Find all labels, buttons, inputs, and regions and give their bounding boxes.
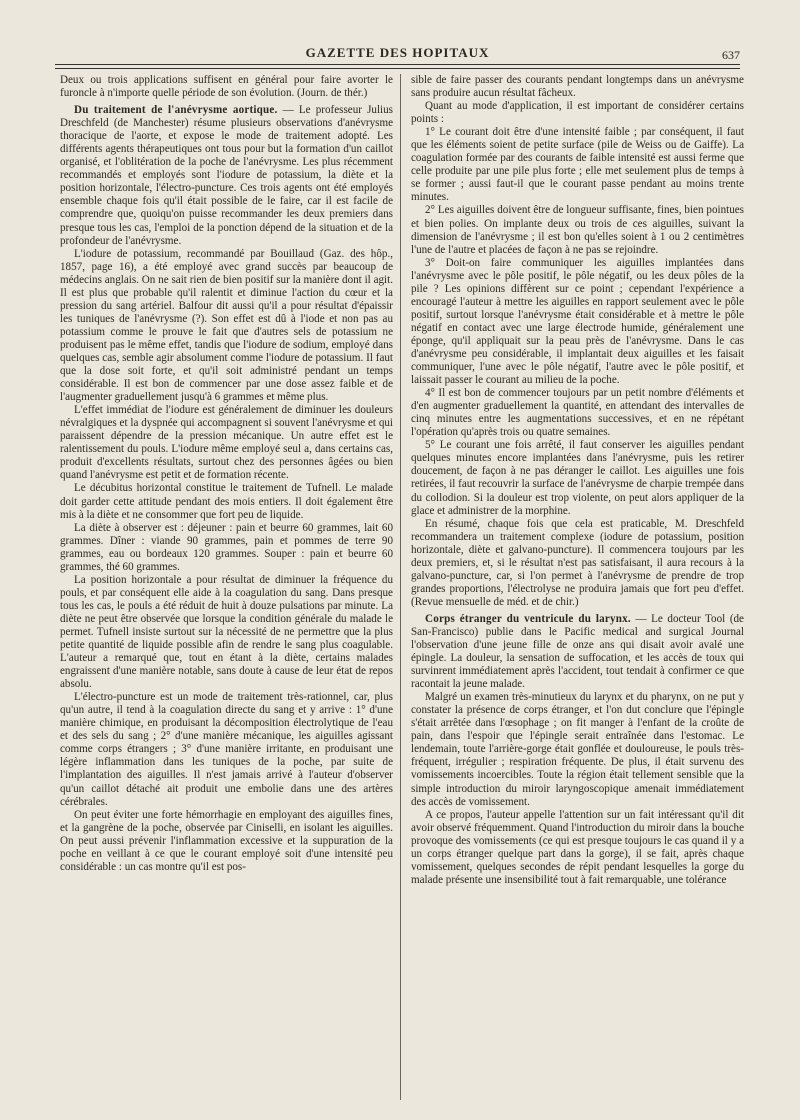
header-rule-bottom — [55, 68, 740, 69]
right-column — [411, 74, 744, 887]
section-text-aneurysm: — Le professeur Julius Dreschfeld (de Manchester) résume plusieurs observations d'anévrysme thoracique de l'aorte, et expose le mode de traitement adopté. Les différents agents thérapeutiques ont tous pour but la formation d'un caillot organisé, et l'oblitération de la poche de l'anévrysme. Les plus récemment recommandés et employés sont l'iodure de potassium, la diète et la position horizontale, l'électro-puncture. Ces trois agents ont été employés ensemble chaque fois qu'il était possible de le faire, car il est facile de comprendre que, quoiqu'on puisse recommander les deux premiers dans presque tous les cas, l'emploi de la ponction dépend de la situation et de la profondeur de l'anévrysme. — [60, 104, 393, 247]
paragraph-iodure-effect: L'effet immédiat de l'iodure est généralement de diminuer les douleurs névralgiques et la dyspnée qui accompagnent si souvent l'anévrysme et qui paraissent dépendre de la pression mécanique. Un autre effet est le ralentissement du pouls. L'iodure même employé seul a, dans certains cas, produit d'excellents résultats, surtout chez des personnes âgées ou bien quand l'anévrysme est petit et de formation récente. — [60, 404, 393, 482]
paragraph-iodure: L'iodure de potassium, recommandé par Bouillaud (Gaz. des hôp., 1857, page 16), a été employé avec grand succès par beaucoup de médecins anglais. On ne sait rien de bien positif sur la manière dont il agit. Il est plus que probable qu'il ralentit et diminue l'action du cœur et la pression du sang artériel. Balfour dit aussi qu'il a pour résultat d'épaissir les tuniques de l'anévrysme (?). Son effet est dû à l'iode et non pas au potassium comme le prouve le fait que d'autres sels de potassium ne produisent pas le même effet, tandis que l'iodure de sodium, employé dans quelques cas, semble agir absolument comme l'iodure de potassium. Il faut que la dose soit forte, et qu'il soit administré pendant un temps considérable. Il est bon de commencer par une dose assez faible et de l'augmenter graduellement jusqu'à 6 grammes et même plus. — [60, 247, 393, 404]
header-rule-top — [55, 64, 740, 65]
section-text-larynx: — Le docteur Tool (de San-Francisco) publie dans le Pacific medical and surgical Journal l'observation d'une jeune fille de onze ans qui disait avoir avalé une épingle. La douleur, la sensation de suffocation, et les accès de toux qui survinrent immédiatement après l'accident, tout tendait à confirmer ce que racontait la jeune malade. — [411, 612, 744, 691]
section-title-aneurysm: Du traitement de l'anévrysme aortique. — [74, 104, 278, 117]
paragraph-decubitus: Le décubitus horizontal constitue le traitement de Tufnell. Le malade doit garder cette attitude pendant des mois entiers. Il doit également être mis à la diète et ne consommer que fort peu de liquide. — [60, 482, 393, 521]
paragraph-continuation: sible de faire passer des courants pendant longtemps dans un anévrysme sans produire aucun résultat fâcheux. — [411, 74, 744, 100]
paragraph-point-2: 2° Les aiguilles doivent être de longueur suffisante, fines, bien pointues et bien polies. On implante deux ou trois de ces aiguilles, suivant la dimension de l'anévrysme ; il est bon qu'elles soient à 1 ou 2 centimètres l'une de l'autre et placées de façon à ne pas se rejoindre. — [411, 204, 744, 256]
paragraph-application: Quant au mode d'application, il est important de considérer certains points : — [411, 100, 744, 126]
paragraph-point-4: 4° Il est bon de commencer toujours par un petit nombre d'éléments et d'en augmenter graduellement la quantité, en attendant des intervalles de cinq minutes entre les augmentations successives, et en ne répétant l'opération qu'après trois ou quatre semaines. — [411, 387, 744, 439]
paragraph-point-3: 3° Doit-on faire communiquer les aiguilles implantées dans l'anévrysme avec le pôle positif, le pôle négatif, ou les deux pôles de la pile ? Les opinions diffèrent sur ce point ; cependant l'expérience a encouragé l'auteur à mettre les aiguilles en rapport seulement avec le pôle positif, surtout lorsque l'anévrysme était considérable et à mettre le pôle négatif en contact avec une large électrode humide, généralement une éponge, qu'il appliquait sur la peau près de l'anévrysme. Dans le cas d'anévrysme peu considérable, il implantait deux aiguilles et les faisait communiquer, l'une avec le pôle négatif, l'autre avec le pôle positif, et laissait passer le courant au milieu de la poche. — [411, 256, 744, 387]
paragraph-examination: Malgré un examen très-minutieux du larynx et du pharynx, on ne put y constater la présence de corps étranger, et l'on dut conclure que l'épingle s'était arrêtée dans l'œsophage ; on fit manger à l'enfant de la croûte de pain, dans l'espoir que l'épingle serait entraînée dans l'estomac. Le lendemain, toute l'arrière-gorge était gonflée et douloureuse, le pouls très-fréquent, irrégulier ; respiration fréquente. De plus, il était survenu des vomissements incoercibles. Toute la région était tellement sensible que la simple introduction du miroir laryngoscopique amenait immédiatement des accès de vomissement. — [411, 691, 744, 808]
paragraph-position: La position horizontale a pour résultat de diminuer la fréquence du pouls, et par conséquent elle aide à la coagulation du sang. Dans presque tous les cas, le pouls a été réduit de huit à douze pulsations par minute. La diète ne peut être observée que lorsque la condition générale du malade le permet. Tufnell insiste surtout sur la nécessité de ne permettre que la plus petite quantité de liquide possible afin de rendre le sang plus coagulable. L'auteur a remarqué que, tout en étant à la diète, certains malades engraissent d'une manière notable, sans doute à cause de leur état de repos absolu. — [60, 573, 393, 691]
paragraph-diet: La diète à observer est : déjeuner : pain et beurre 60 grammes, lait 60 grammes. Dîner : viande 90 grammes, pain et pommes de terre 90 grammes, eau ou bordeaux 120 grammes. Souper : pain et beurre 60 grammes, thé 60 grammes. — [60, 521, 393, 573]
column-divider — [400, 74, 401, 1100]
paragraph-summary: En résumé, chaque fois que cela est praticable, M. Dreschfeld recommandera un traitement complexe (iodure de potassium, position horizontale, diète et galvano-puncture). Il commencera toujours par les deux premiers, et, si le résultat n'est pas satisfaisant, il aura recours à la galvano-puncture, car, si l'on permet à l'anévrysme de prendre de trop grandes proportions, l'électrolyse ne produira jamais que fort peu d'effet. (Revue mensuelle de méd. et de chir.) — [411, 517, 744, 608]
left-column — [60, 74, 393, 874]
paragraph-electropuncture: L'électro-puncture est un mode de traitement très-rationnel, car, plus qu'un autre, il tend à la coagulation directe du sang et y arrive : 1° d'une manière chimique, en produisant la décomposition électrolytique de l'eau et des sels du sang ; 2° d'une manière mécanique, les aiguilles agissant comme corps étrangers ; 3° d'une manière irritante, en produisant une légère inflammation dans les tuniques de la poche, par suite de l'implantation des aiguilles. Il n'est jamais arrivé à l'auteur d'observer qu'un caillot détaché ait produit une embolie dans une des artères cérébrales. — [60, 691, 393, 808]
section-title-larynx: Corps étranger du ventricule du larynx. — [425, 612, 631, 625]
paragraph-hemorrhage: On peut éviter une forte hémorrhagie en employant des aiguilles fines, et la gangrène de la poche, observée par Ciniselli, en isolant les aiguilles. On peut aussi prévenir l'inflammation excessive et la suppuration de la poche en veillant à ce que le courant employé soit d'une intensité peu considérable : un cas montre qu'il est pos- — [60, 808, 393, 873]
section-larynx — [411, 613, 744, 691]
paragraph-observation: A ce propos, l'auteur appelle l'attention sur un fait intéressant qu'il dit avoir observé fréquemment. Quand l'introduction du miroir dans la bouche provoque des vomissements (ce qui est presque toujours le cas quand il y a un corps étranger quelque part dans la gorge), il se fait, après chaque vomissement, quelques secondes de répit pendant lesquelles la gorge du malade présente une insensibilité tout à fait remarquable, une tolérance — [411, 808, 744, 886]
paragraph-furoncle-end: Deux ou trois applications suffisent en général pour faire avorter le furoncle à n'importe quelle période de son évolution. (Journ. de thér.) — [60, 74, 393, 100]
running-title: GAZETTE DES HOPITAUX — [305, 45, 490, 60]
section-aneurysm — [60, 104, 393, 248]
paragraph-point-1: 1° Le courant doit être d'une intensité faible ; par conséquent, il faut que les éléments soient de petite surface (pile de Weiss ou de Gaiffe). La coagulation formée par des courants de faible intensité est aussi ferme que celle produite par une pile plus forte ; elle met seulement plus de temps à se former ; aussi faut-il que le courant passe pendant au moins trente minutes. — [411, 126, 744, 204]
paragraph-point-5: 5° Le courant une fois arrêté, il faut conserver les aiguilles pendant quelques minutes encore implantées dans l'anévrysme, puis les retirer doucement, de façon à ne pas déranger le caillot. Les aiguilles une fois retirées, il faut recouvrir la surface de l'anévrysme de charpie trempée dans du collodion. Si la douleur est trop violente, on peut alors appliquer de la glace et administrer de la morphine. — [411, 439, 744, 517]
page-header — [55, 40, 740, 64]
page-number: 637 — [722, 48, 740, 62]
